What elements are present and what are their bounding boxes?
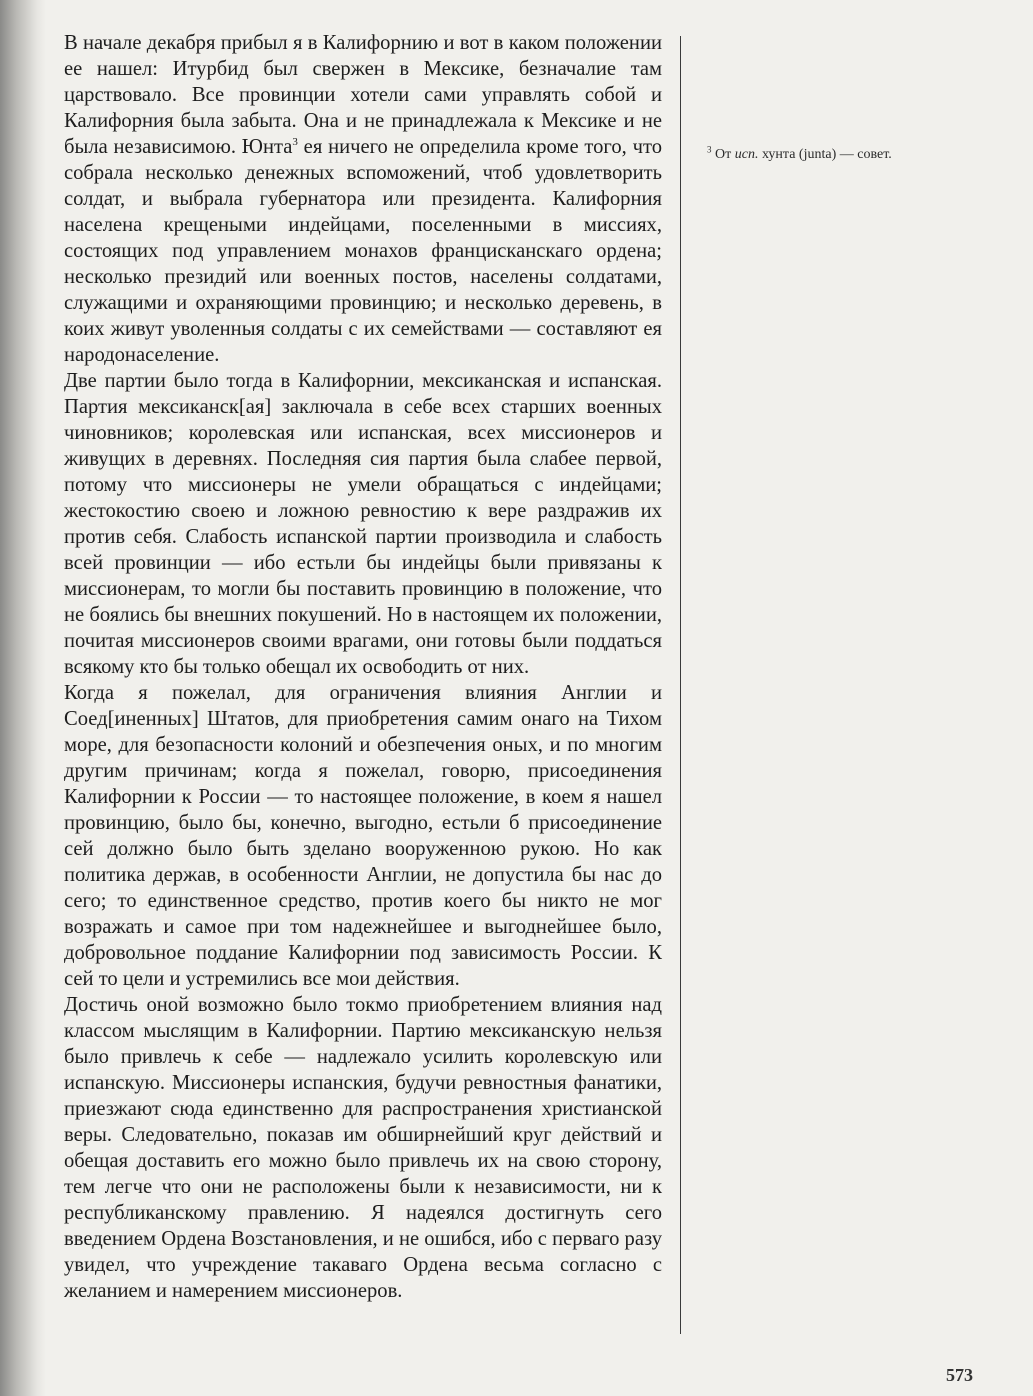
paragraph-1 <box>64 30 662 368</box>
paragraph-1-text: В начале декабря прибыл я в Калифорнию и вот в каком положении ее нашел: Итурбид был свержен в Мексике, безначалие там царствовало. Все провинции хотели сами управлять собой и Калифорния была забыта. Она и не принадлежала к Мексике и не была независимою. Юнта <box>64 32 662 158</box>
main-text-column <box>64 30 662 1304</box>
paragraph-3: Когда я пожелал, для ограничения влияния Англии и Соед[иненных] Штатов, для приобретения самим онаго на Тихом море, для безопасности колоний и обезпечения оных, и по многим другим причинам; когда я пожелал, говорю, присоединения Калифорнии к России — то настоящее положение, в коем я нашел провинцию, было бы, конечно, выгодно, естьли б присоединение сей должно было быть зделано вооруженною рукою. Но как политика держав, в особенности Англии, не допустила бы нас до сего; то единственное средство, против коего бы никто не мог возражать и самое при том надежнейшее и выгоднейшее было, добровольное поддание Калифорнии под зависимость России. К сей то цели и устремились все мои действия. <box>64 682 662 990</box>
paragraph-4: Достичь оной возможно было токмо приобретением влияния над классом мыслящим в Калифорнии. Партию мексиканскую нельзя было привлечь к себе — надлежало усилить королевскую или испанскую. Миссионеры испанския, будучи ревностныя фанатики, приезжают сюда единственно для распространения христианской веры. Следовательно, показав им обширнейший круг действий и обещая доставить его можно было привлечь их на свою сторону, тем легче что они не расположены были к независимости, ни к республиканскому правлению. Я надеялся достигнуть сего введением Ордена Возстановления, и не ошибся, ибо с перваго разу увидел, что учреждение такаваго Ордена весьма согласно с желанием и намерением миссионеров. <box>64 994 662 1302</box>
footnote-ref: 3 <box>292 136 298 149</box>
column-divider <box>680 36 681 1334</box>
footnote <box>707 146 1017 164</box>
footnote-abbr: исп. <box>734 147 759 162</box>
paragraph-2: Две партии было тогда в Калифорнии, мексиканская и испанская. Партия мексиканск[ая] заключала в себе всех старших военных чиновников; королевская или испанская, всех миссионеров и живущих в деревнях. Последняя сия партия была слабее первой, потому что миссионеры не умели обращаться с индейцами; жестокостию своею и ложною ревностию к вере раздражив их против себя. Слабость испанской партии производила и слабость всей провинции — ибо естьли бы индейцы были привязаны к миссионерам, то могли бы поставить провинцию в положение, что не боялись бы внешних покушений. Но в настоящем их положении, почитая миссионеров своими врагами, они готовы были поддаться всякому кто бы только обещал их освободить от них. <box>64 370 662 678</box>
footnote-number: 3 <box>707 144 712 155</box>
footnote-text: хунта (junta) — совет. <box>758 147 892 162</box>
footnote-prefix: От <box>711 147 735 162</box>
paragraph-1-text-cont: ея ничего не определила кроме того, что собрала несколько денежных вспоможений, чтоб удовлетворить солдат, и выбрала губернатора или президента. Калифорния населена крещеными индейцами, поселенными в миссиях, состоящих под управлением монахов францисканскаго ордена; несколько президий или военных постов, населены солдатами, служащими и охраняющими провинцию; и несколько деревень, в коих живут уволенныя солдаты с их семействами — составляют ея народонаселение. <box>64 136 662 366</box>
page-number: 573 <box>946 1365 973 1385</box>
page-binding-shadow <box>0 0 46 1396</box>
